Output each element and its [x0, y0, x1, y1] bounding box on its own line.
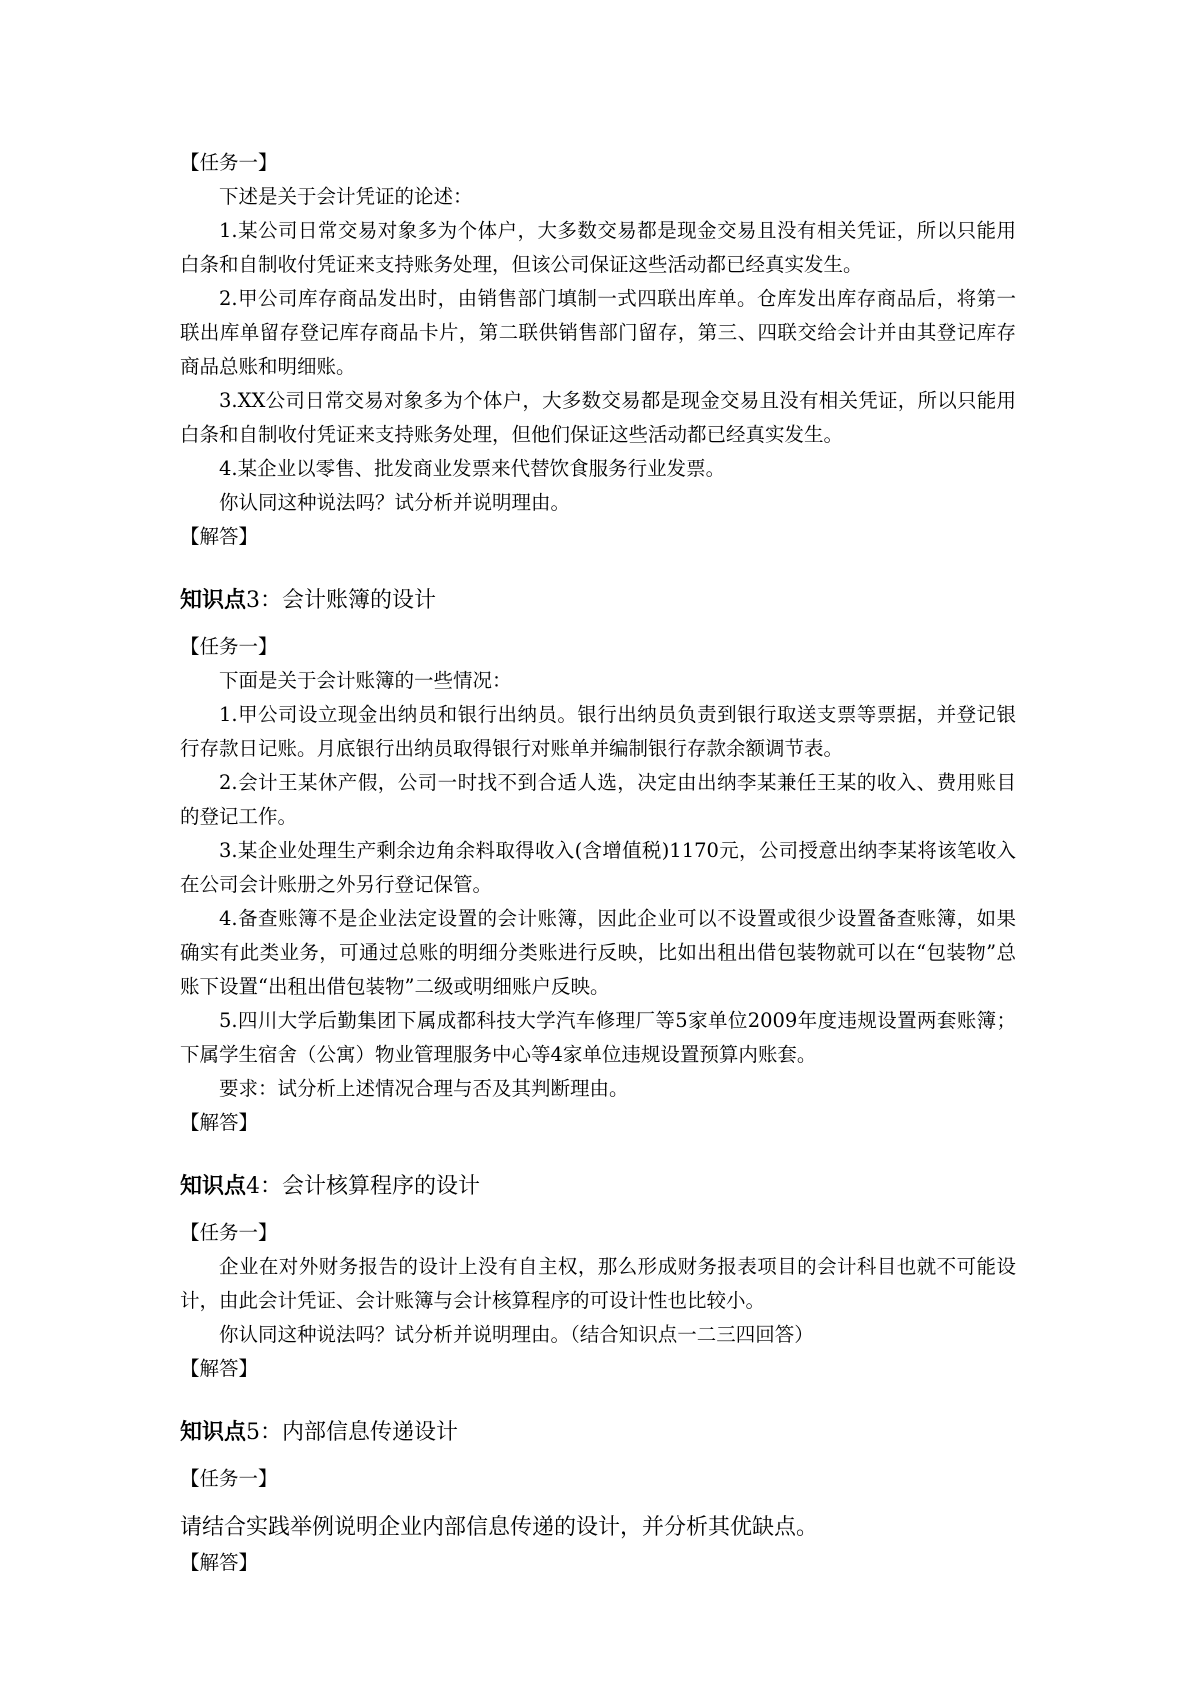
task-label: 【任务一】 [180, 635, 278, 658]
task-intro: 下述是关于会计凭证的论述： [219, 185, 473, 208]
situation-item: 5.四川大学后勤集团下属成都科技大学汽车修理厂等5家单位2009年度违规设置两套账簿；下属学生宿舍（公寓）物业管理服务中心等4家单位违规设置预算内账套。 [180, 1009, 1016, 1066]
statement-item: 2.甲公司库存商品发出时，由销售部门填制一式四联出库单。仓库发出库存商品后，将第一联出库单留存登记库存商品卡片，第二联供销售部门留存，第三、四联交给会计并由其登记库存商品总账和明细账。 [180, 287, 1016, 378]
voucher-section [180, 146, 1016, 554]
heading-title: 3：会计账簿的设计 [246, 588, 437, 613]
situation-item: 4.备查账簿不是企业法定设置的会计账簿，因此企业可以不设置或很少设置备查账簿，如果确实有此类业务，可通过总账的明细分类账进行反映，比如出租出借包装物就可以在“包装物”总账下设置“出租出借包装物”二级或明细账户反映。 [180, 907, 1016, 998]
statement-item: 3.XX公司日常交易对象多为个体户，大多数交易都是现金交易且没有相关凭证，所以只能用白条和自制收付凭证来支持账务处理，但他们保证这些活动都已经真实发生。 [180, 389, 1016, 446]
document-content [180, 146, 1016, 1580]
section-heading [180, 584, 1016, 618]
answer-label: 【解答】 [180, 1357, 259, 1380]
task-label: 【任务一】 [180, 151, 278, 174]
task-question: 你认同这种说法吗？试分析并说明理由。（结合知识点一二三四回答） [219, 1323, 814, 1346]
task-intro: 下面是关于会计账簿的一些情况： [219, 669, 512, 692]
heading-title: 4：会计核算程序的设计 [246, 1174, 481, 1199]
heading-keyword: 知识点 [180, 1420, 247, 1445]
statement-item: 1.某公司日常交易对象多为个体户，大多数交易都是现金交易且没有相关凭证，所以只能用白条和自制收付凭证来支持账务处理，但该公司保证这些活动都已经真实发生。 [180, 219, 1016, 276]
answer-label: 【解答】 [180, 1551, 259, 1574]
situation-item: 1.甲公司设立现金出纳员和银行出纳员。银行出纳员负责到银行取送支票等票据，并登记银行存款日记账。月底银行出纳员取得银行对账单并编制银行存款余额调节表。 [180, 703, 1016, 760]
section-heading [180, 1170, 1016, 1204]
info-transfer-section [180, 1416, 1016, 1580]
section-heading [180, 1416, 1016, 1450]
ledger-section [180, 584, 1016, 1140]
task-label: 【任务一】 [180, 1221, 278, 1244]
heading-title: 5：内部信息传递设计 [246, 1420, 459, 1445]
answer-label: 【解答】 [180, 525, 259, 548]
task-body: 请结合实践举例说明企业内部信息传递的设计，并分析其优缺点。 [180, 1515, 819, 1540]
task-body: 企业在对外财务报告的设计上没有自主权，那么形成财务报表项目的会计科目也就不可能设计，由此会计凭证、会计账簿与会计核算程序的可设计性也比较小。 [180, 1255, 1016, 1312]
procedure-section [180, 1170, 1016, 1386]
situation-item: 3.某企业处理生产剩余边角余料取得收入(含增值税)1170元，公司授意出纳李某将该笔收入在公司会计账册之外另行登记保管。 [180, 839, 1016, 896]
statement-item: 4.某企业以零售、批发商业发票来代替饮食服务行业发票。 [219, 457, 726, 480]
heading-keyword: 知识点 [180, 588, 247, 613]
task-requirement: 要求：试分析上述情况合理与否及其判断理由。 [219, 1077, 629, 1100]
task-label: 【任务一】 [180, 1467, 278, 1490]
heading-keyword: 知识点 [180, 1174, 247, 1199]
answer-label: 【解答】 [180, 1111, 259, 1134]
task-question: 你认同这种说法吗？试分析并说明理由。 [219, 491, 571, 514]
situation-item: 2.会计王某休产假，公司一时找不到合适人选，决定由出纳李某兼任王某的收入、费用账目的登记工作。 [180, 771, 1016, 828]
